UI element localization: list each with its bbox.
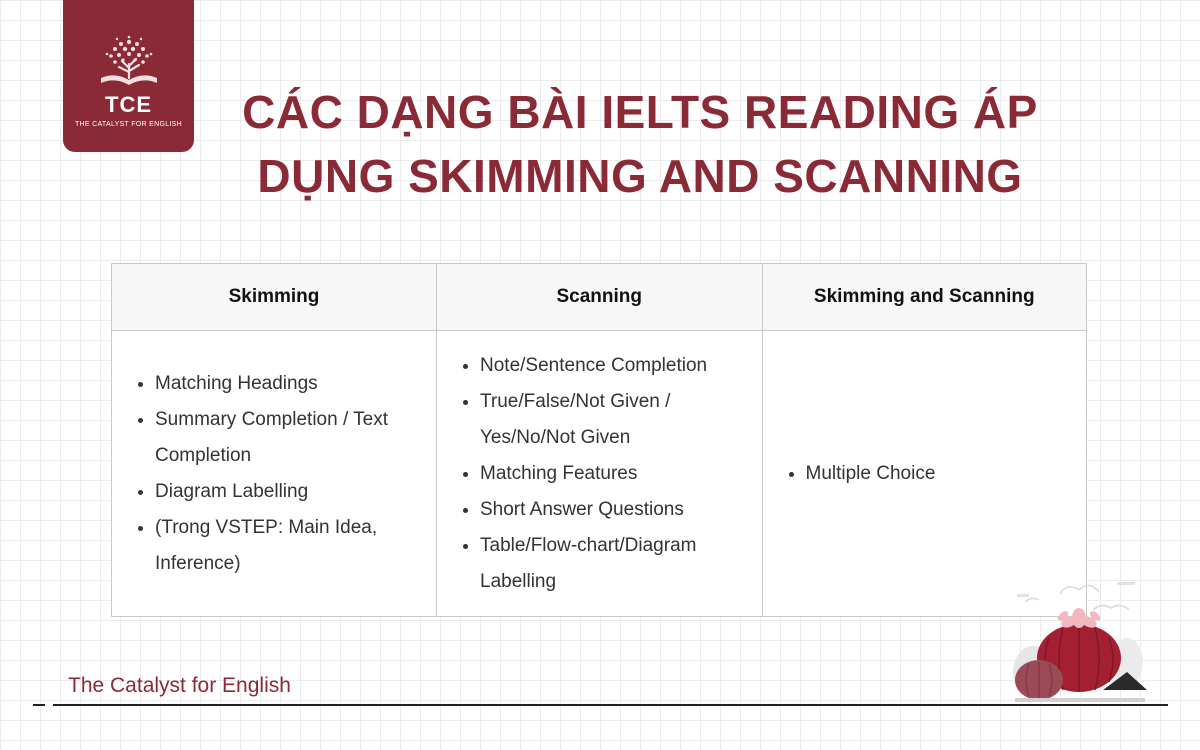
footer-divider [53, 704, 1168, 706]
page-title [180, 80, 1100, 208]
list-item: • (Trong VSTEP: Main Idea, Inference) [155, 510, 425, 582]
list-item: • Short Answer Questions [480, 492, 751, 528]
list-item: • Diagram Labelling [155, 474, 425, 510]
list-item: • True/False/Not Given / Yes/No/Not Given [480, 384, 751, 456]
list-item: • Table/Flow-chart/Diagram Labelling [480, 528, 751, 600]
header-skimming: Skimming [112, 264, 437, 331]
list-item: • Summary Completion / Text Completion [155, 402, 425, 474]
table-header-row [112, 264, 1087, 331]
page-title-line-1: CÁC DẠNG BÀI IELTS READING ÁP [242, 86, 1038, 138]
logo [63, 0, 194, 152]
skimming-and-scanning-list [764, 456, 1086, 492]
list-item: • Matching Features [480, 456, 751, 492]
scanning-cell [437, 331, 763, 617]
footer-dash [33, 704, 45, 706]
reading-task-table [111, 263, 1087, 617]
skimming-list [113, 366, 435, 582]
header-skimming-and-scanning: Skimming and Scanning [762, 264, 1087, 331]
scanning-list [438, 348, 761, 600]
tree-book-icon [93, 34, 165, 90]
skimming-cell [112, 331, 437, 617]
page-title-line-2: DỤNG SKIMMING AND SCANNING [257, 150, 1023, 202]
list-item: • Matching Headings [155, 366, 425, 402]
table-row [112, 331, 1087, 617]
logo-tagline: THE CATALYST FOR ENGLISH [74, 121, 183, 128]
footer-brand: The Catalyst for English [68, 674, 291, 697]
list-item: • Note/Sentence Completion [480, 348, 751, 384]
list-item: • Multiple Choice [806, 456, 1076, 492]
header-scanning: Scanning [437, 264, 763, 331]
cactus-decoration-icon [1005, 572, 1155, 707]
logo-name: TCE [105, 92, 152, 117]
